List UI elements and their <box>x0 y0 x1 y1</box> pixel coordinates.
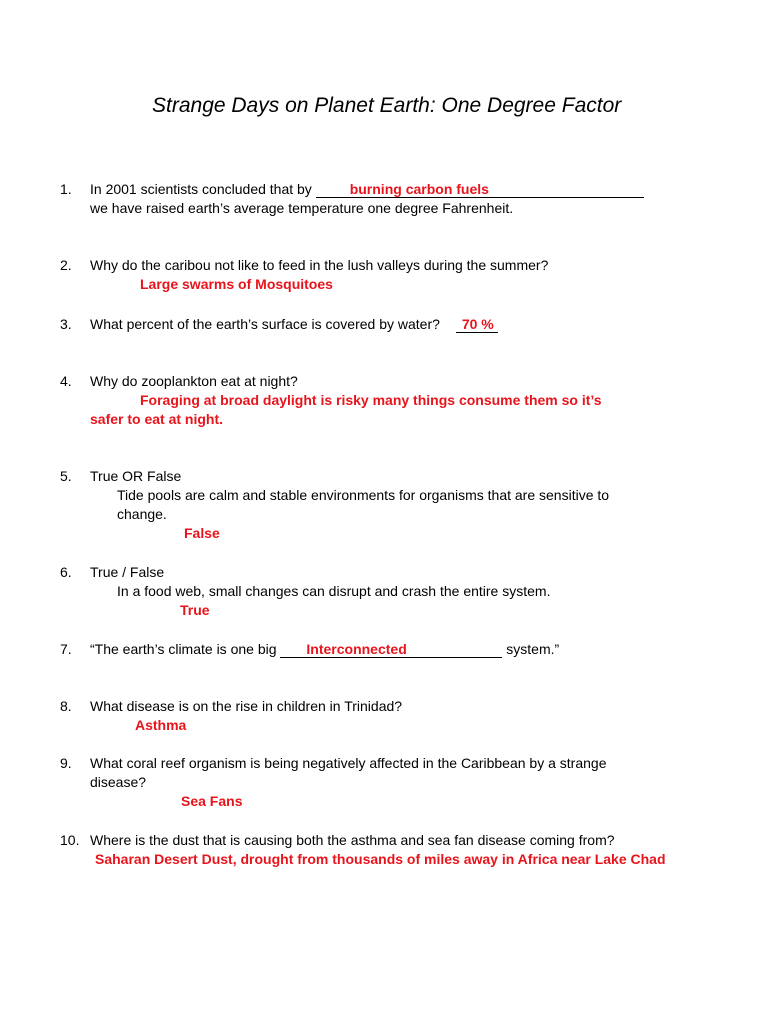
question-text-after: system.” <box>506 641 560 657</box>
question-text-block <box>90 563 670 620</box>
worksheet-title: Strange Days on Planet Earth: One Degree Factor <box>152 94 622 117</box>
question-text: What coral reef organism is being negatively affected in the Caribbean by a strange disease? <box>90 755 607 790</box>
answer-text: Interconnected <box>306 641 407 657</box>
question-text-after: we have raised earth’s average temperature one degree Fahrenheit. <box>90 200 514 216</box>
question-text-block <box>90 754 660 811</box>
answer-blank <box>456 317 498 333</box>
question-text-block <box>90 256 670 294</box>
answer-text-line1: Foraging at broad daylight is risky many things consume them so it’s <box>140 392 602 408</box>
answer-text: 70 % <box>461 316 494 332</box>
question-text-block <box>90 315 670 334</box>
statement-text: In a food web, small changes can disrupt and crash the entire system. <box>117 583 551 599</box>
answer-text: False <box>184 525 220 541</box>
question-text-block <box>90 640 670 659</box>
answer-text: burning carbon fuels <box>349 181 489 197</box>
answer-text-line2: safer to eat at night. <box>90 411 224 427</box>
question-number: 3. <box>60 316 72 332</box>
question-text: What percent of the earth’s surface is covered by water? <box>90 316 440 332</box>
question-number: 4. <box>60 373 72 389</box>
answer-text: True <box>180 602 210 618</box>
question-number: 2. <box>60 257 72 273</box>
answer-blank <box>280 642 502 658</box>
question-text-before: “The earth’s climate is one big <box>90 641 277 657</box>
question-text <box>90 180 670 218</box>
question-text-block <box>90 697 670 735</box>
question-text: Why do the caribou not like to feed in the lush valleys during the summer? <box>90 257 549 273</box>
question-number: 6. <box>60 564 72 580</box>
question-text: True / False <box>90 564 165 580</box>
question-text: True OR False <box>90 468 182 484</box>
question-number: 8. <box>60 698 72 714</box>
question-text-block <box>90 467 670 543</box>
question-number: 7. <box>60 641 72 657</box>
answer-blank <box>316 182 644 198</box>
answer-text: Sea Fans <box>181 793 243 809</box>
question-number: 5. <box>60 468 72 484</box>
question-text-block <box>90 372 670 429</box>
question-number: 1. <box>60 181 72 197</box>
question-text-before: In 2001 scientists concluded that by <box>90 181 312 197</box>
answer-text: Asthma <box>135 717 187 733</box>
answer-text: Saharan Desert Dust, drought from thousands of miles away in Africa near Lake Chad <box>95 851 666 867</box>
question-number: 10. <box>60 832 80 848</box>
question-text-block <box>90 831 680 869</box>
question-text: What disease is on the rise in children in Trinidad? <box>90 698 403 714</box>
question-text: Where is the dust that is causing both the asthma and sea fan disease coming from? <box>90 832 615 848</box>
question-text: Why do zooplankton eat at night? <box>90 373 298 389</box>
question-number: 9. <box>60 755 72 771</box>
answer-text: Large swarms of Mosquitoes <box>140 276 333 292</box>
statement-text: Tide pools are calm and stable environments for organisms that are sensitive to change. <box>117 487 610 522</box>
